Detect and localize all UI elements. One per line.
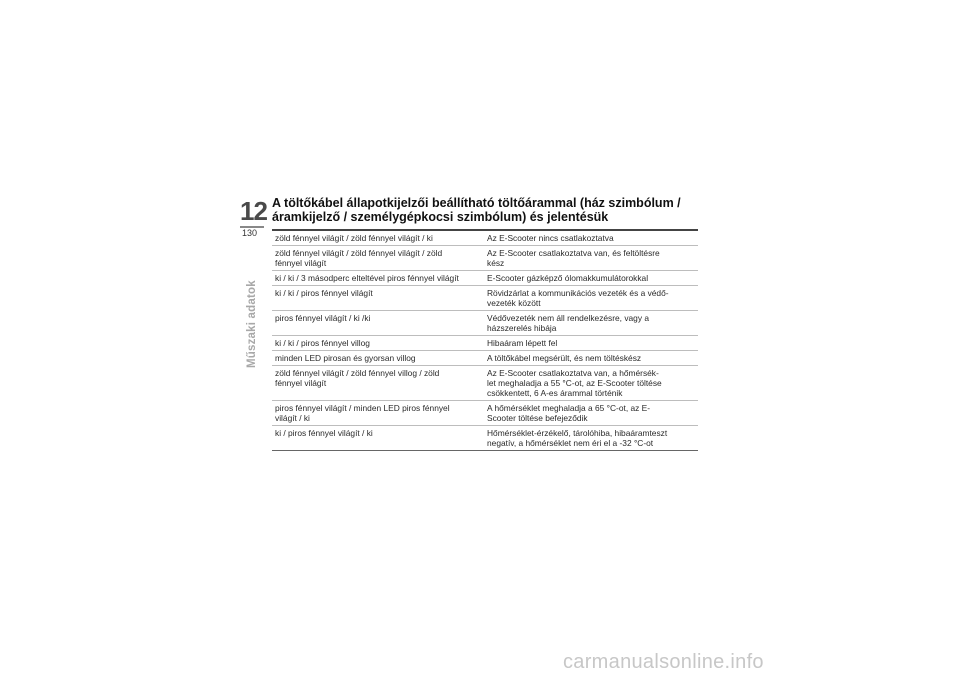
status-cell bbox=[272, 233, 483, 243]
meaning-line: Az E-Scooter csatlakoztatva van, és feltöltésre bbox=[487, 248, 660, 258]
meaning-cell bbox=[483, 248, 698, 268]
meaning-line: Hibaáram lépett fel bbox=[487, 338, 558, 348]
meaning-cell bbox=[483, 353, 698, 363]
status-cell bbox=[272, 403, 483, 423]
table-body bbox=[272, 231, 698, 451]
chapter-number: 12 bbox=[240, 196, 267, 226]
meaning-cell bbox=[483, 288, 698, 308]
meaning-line: Az E-Scooter csatlakoztatva van, a hőmérsék- bbox=[487, 368, 659, 378]
status-cell bbox=[272, 313, 483, 333]
meaning-cell bbox=[483, 428, 698, 448]
status-line: zöld fénnyel világít / zöld fénnyel világít / zöld bbox=[275, 248, 443, 258]
meaning-line: Hőmérséklet-érzékelő, tárolóhiba, hibaáramteszt bbox=[487, 428, 668, 438]
meaning-line: vezeték között bbox=[487, 298, 541, 308]
table-row bbox=[272, 366, 698, 401]
meaning-line: Rövidzárlat a kommunikációs vezeték és a védő- bbox=[487, 288, 669, 298]
meaning-cell bbox=[483, 233, 698, 243]
meaning-line: A hőmérséklet meghaladja a 65 °C-ot, az E- bbox=[487, 403, 651, 413]
meaning-line: E-Scooter gázképző ólomakkumulátorokkal bbox=[487, 273, 649, 283]
status-line: ki / ki / piros fénnyel villog bbox=[275, 338, 370, 348]
status-line: ki / piros fénnyel világít / ki bbox=[275, 428, 373, 438]
table-row bbox=[272, 286, 698, 311]
status-cell bbox=[272, 288, 483, 308]
status-cell bbox=[272, 248, 483, 268]
status-line: ki / ki / 3 másodperc elteltével piros fénnyel világít bbox=[275, 273, 459, 283]
title-line-1: A töltőkábel állapotkijelzői beállítható töltőárammal (ház szimbólum / bbox=[272, 196, 681, 210]
meaning-line: házszerelés hibája bbox=[487, 323, 557, 333]
status-cell bbox=[272, 273, 483, 283]
status-line: zöld fénnyel világít / zöld fénnyel villog / zöld bbox=[275, 368, 440, 378]
page-number: 130 bbox=[242, 228, 258, 238]
status-line: ki / ki / piros fénnyel világít bbox=[275, 288, 373, 298]
status-line: piros fénnyel világít / minden LED piros fénnyel bbox=[275, 403, 450, 413]
status-line: piros fénnyel világít / ki /ki bbox=[275, 313, 371, 323]
table-row bbox=[272, 311, 698, 336]
status-line: világít / ki bbox=[275, 413, 310, 423]
meaning-cell bbox=[483, 368, 698, 398]
table-row bbox=[272, 336, 698, 351]
meaning-line: csökkentett, 6 A-es árammal történik bbox=[487, 388, 623, 398]
table-row bbox=[272, 351, 698, 366]
status-cell bbox=[272, 353, 483, 363]
meaning-line: let meghaladja a 55 °C-ot, az E-Scooter töltése bbox=[487, 378, 662, 388]
status-line: zöld fénnyel világít / zöld fénnyel világít / ki bbox=[275, 233, 433, 243]
status-cell bbox=[272, 338, 483, 348]
meaning-line: Védővezeték nem áll rendelkezésre, vagy a bbox=[487, 313, 650, 323]
table-row bbox=[272, 246, 698, 271]
meaning-line: Az E-Scooter nincs csatlakoztatva bbox=[487, 233, 614, 243]
meaning-cell bbox=[483, 273, 698, 283]
status-line: fénnyel világít bbox=[275, 258, 327, 268]
meaning-line: A töltőkábel megsérült, és nem töltéskész bbox=[487, 353, 642, 363]
page-title bbox=[272, 196, 702, 224]
meaning-cell bbox=[483, 313, 698, 333]
meaning-line: Scooter töltése befejeződik bbox=[487, 413, 588, 423]
status-line: minden LED pirosan és gyorsan villog bbox=[275, 353, 416, 363]
status-cell bbox=[272, 368, 483, 398]
table-row bbox=[272, 401, 698, 426]
meaning-line: negatív, a hőmérséklet nem éri el a -32 °C-ot bbox=[487, 438, 654, 448]
title-line-2: áramkijelző / személygépkocsi szimbólum) és jelentésük bbox=[272, 210, 609, 224]
table-row bbox=[272, 231, 698, 246]
table-row bbox=[272, 426, 698, 451]
status-table bbox=[272, 229, 698, 451]
table-row bbox=[272, 271, 698, 286]
meaning-cell bbox=[483, 338, 698, 348]
status-line: fénnyel világít bbox=[275, 378, 327, 388]
status-cell bbox=[272, 428, 483, 448]
watermark: carmanualsonline.info bbox=[563, 651, 764, 673]
meaning-cell bbox=[483, 403, 698, 423]
section-side-label: Műszaki adatok bbox=[246, 280, 258, 368]
meaning-line: kész bbox=[487, 258, 505, 268]
